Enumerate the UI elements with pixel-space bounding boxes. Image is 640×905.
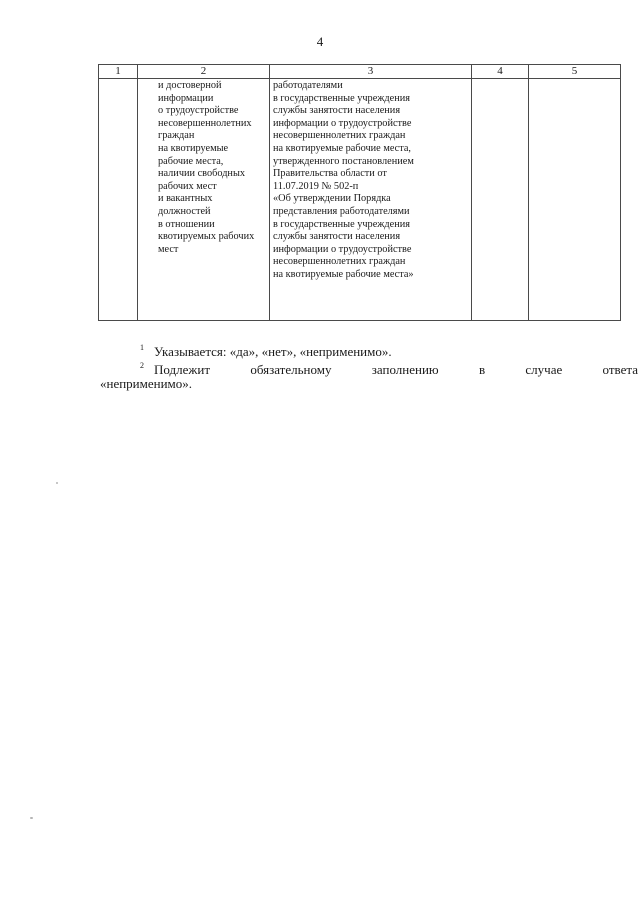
cell-col-3-line: в государственные учреждения	[273, 218, 410, 230]
cell-col-3-line: 11.07.2019 № 502-п	[273, 180, 359, 192]
cell-col-2-line: и вакантных	[158, 193, 213, 205]
scan-speck	[30, 817, 33, 819]
requirements-table	[98, 64, 621, 321]
column-header-5: 5	[529, 65, 621, 79]
cell-col-3-line: информации о трудоустройстве	[273, 117, 412, 129]
cell-col-3-line: Правительства области от	[273, 168, 387, 180]
cell-col-3-line: службы занятости населения	[273, 231, 401, 243]
cell-col-2-line: мест	[158, 243, 179, 255]
cell-col-2	[138, 79, 270, 321]
table-header-row	[99, 65, 621, 79]
cell-col-2-line: должностей	[158, 205, 211, 217]
cell-col-2-line: наличии свободных	[158, 168, 246, 180]
cell-col-2-line: квотируемых рабочих	[158, 231, 255, 243]
column-header-3: 3	[270, 65, 472, 79]
cell-col-3-line: утвержденного постановлением	[273, 155, 414, 167]
column-header-1: 1	[99, 65, 138, 79]
footnote-1-mark: 1	[140, 343, 144, 352]
page-number: 4	[316, 34, 324, 49]
cell-col-2-line: несовершеннолетних	[158, 117, 252, 129]
column-header-2: 2	[138, 65, 270, 79]
cell-col-2-text	[138, 79, 269, 256]
cell-col-1	[99, 79, 138, 321]
cell-col-4	[472, 79, 529, 321]
cell-col-2-line: информации	[158, 92, 214, 104]
cell-col-3-line: несовершеннолетних граждан	[273, 130, 406, 142]
cell-col-2-line: граждан	[158, 130, 195, 142]
cell-col-3-line: несовершеннолетних граждан	[273, 256, 406, 268]
cell-col-2-line: на квотируемые	[158, 142, 229, 154]
footnote-2-continuation: «неприменимо».	[100, 376, 193, 391]
cell-col-3-line: работодателями	[273, 80, 343, 91]
footnote-2	[100, 358, 638, 378]
footnote-1-text: Указывается: «да», «нет», «неприменимо».	[154, 344, 392, 359]
cell-col-2-line: в отношении	[158, 218, 215, 230]
cell-col-2-line: и достоверной	[158, 80, 222, 91]
column-header-4: 4	[472, 65, 529, 79]
cell-col-3-line: службы занятости населения	[273, 105, 401, 117]
cell-col-5	[529, 79, 621, 321]
footnote-2-text: Подлежит обязательному заполнению в случае ответа	[154, 362, 638, 377]
cell-col-3-line: «Об утверждении Порядка	[273, 193, 391, 205]
footnote-1	[100, 340, 638, 360]
cell-col-3-line: представления работодателями	[273, 205, 410, 217]
cell-col-3-line: на квотируемые рабочие места»	[273, 268, 414, 280]
footnote-2-mark: 2	[140, 361, 144, 370]
cell-col-3	[270, 79, 472, 321]
cell-col-2-line: рабочие места,	[158, 155, 224, 167]
cell-col-2-line: рабочих мест	[158, 180, 217, 192]
cell-col-3-line: информации о трудоустройстве	[273, 243, 412, 255]
cell-col-3-text	[270, 79, 471, 282]
cell-col-3-line: в государственные учреждения	[273, 92, 410, 104]
cell-col-3-line: на квотируемые рабочие места,	[273, 142, 412, 154]
table-row	[99, 79, 621, 321]
cell-col-2-line: о трудоустройстве	[158, 105, 239, 117]
scan-speck	[56, 482, 58, 484]
